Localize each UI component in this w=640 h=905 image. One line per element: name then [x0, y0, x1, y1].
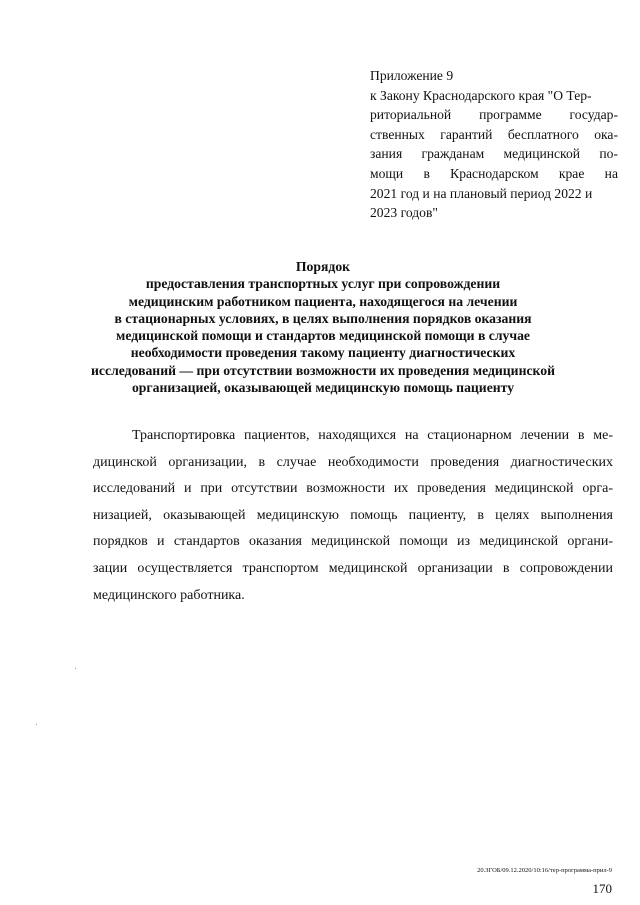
heading-title: Порядок	[295, 259, 351, 274]
appendix-line: зания гражданам медицинской по-	[370, 146, 618, 162]
appendix-line: к Закону Краснодарского края "О Тер-	[370, 87, 592, 103]
heading-line: исследований — при отсутствии возможности их проведения медицинской	[91, 362, 555, 378]
scan-speck	[75, 668, 76, 669]
body-line: Транспортировка пациентов, находящихся на стационарном лечении в ме-	[132, 428, 613, 443]
appendix-line: риториальной программе государ-	[370, 107, 618, 123]
heading-line: необходимости проведения такому пациенту диагностических	[130, 345, 516, 361]
document-stamp: 20.ЗГОБ/09.12.2020/10:16/тер-программа-прил-9	[477, 867, 612, 874]
appendix-line: мощи в Краснодарском крае на	[370, 165, 618, 181]
appendix-line: 2023 годов"	[370, 205, 438, 221]
heading-line: организацией, оказывающей медицинскую помощь пациенту	[131, 380, 515, 396]
appendix-line: 2021 год и на плановый период 2022 и	[370, 185, 593, 201]
heading-line: предоставления транспортных услуг при сопровождении	[145, 276, 501, 292]
body-line: порядков и стандартов оказания медицинской помощи из медицинской органи-	[93, 534, 613, 550]
appendix-line: Приложение 9	[370, 68, 454, 83]
scan-speck	[36, 724, 37, 725]
body-line: зации осуществляется транспортом медицинской организации в сопровождении	[93, 560, 613, 576]
heading-line: медицинским работником пациента, находящегося на лечении	[128, 293, 518, 309]
body-line: медицинского работника.	[93, 587, 245, 603]
appendix-note	[370, 66, 618, 223]
page-number: 170	[592, 881, 612, 896]
body-line: низацией, оказывающей медицинскую помощь пациенту, в целях выполнения	[93, 507, 613, 523]
body-line: исследований и при отсутствии возможности их проведения медицинской орга-	[93, 481, 613, 497]
heading-line: медицинской помощи и стандартов медицинской помощи в случае	[116, 328, 530, 344]
body-line: дицинской организации, в случае необходимости проведения диагностических	[93, 454, 613, 470]
body-paragraph	[93, 423, 613, 609]
appendix-line: ственных гарантий бесплатного ока-	[370, 126, 618, 142]
heading-line: в стационарных условиях, в целях выполнения порядков оказания	[114, 310, 532, 326]
document-heading	[66, 258, 580, 396]
